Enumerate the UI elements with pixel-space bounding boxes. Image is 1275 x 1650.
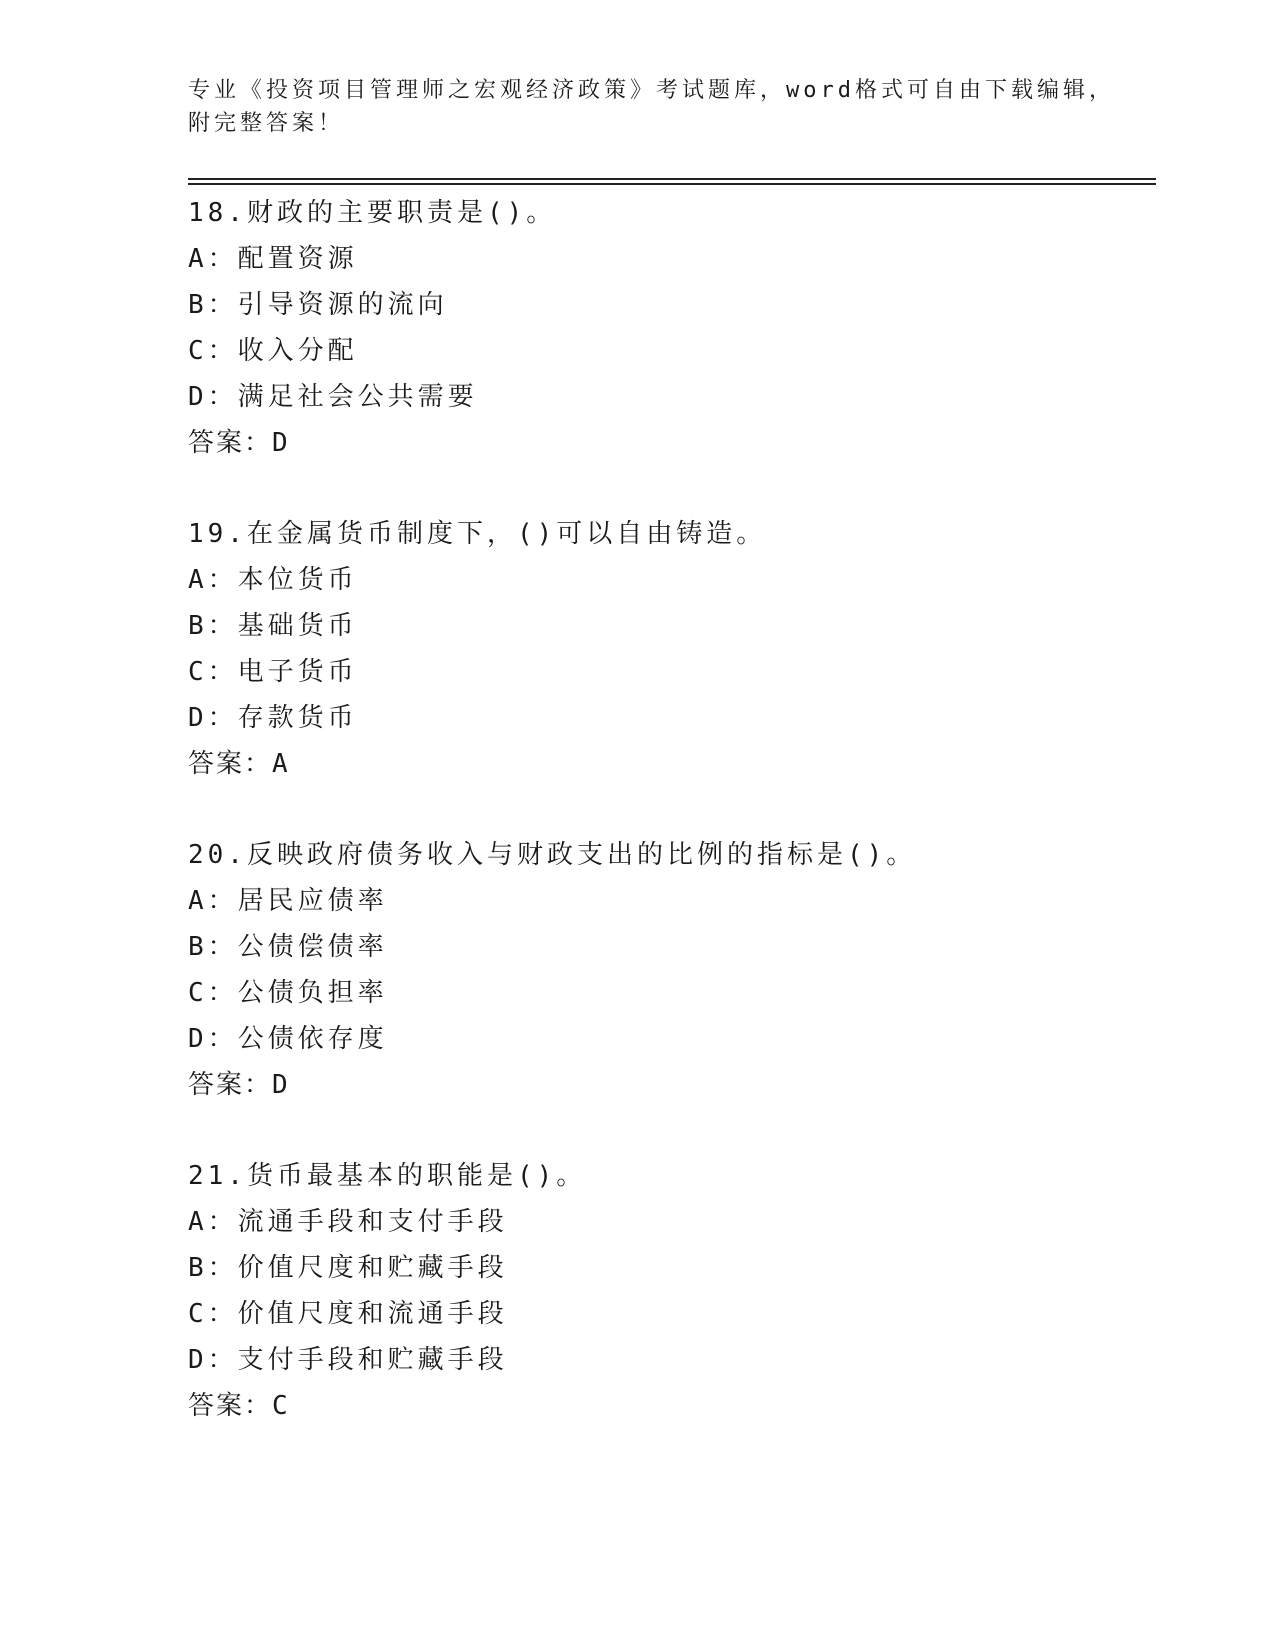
option-text: 本位货币 xyxy=(237,565,358,595)
question-21 xyxy=(188,1153,1156,1429)
option-c xyxy=(188,649,1156,695)
header-divider-bottom xyxy=(188,183,1156,185)
option-text: 公债负担率 xyxy=(237,978,388,1008)
answer-label: 答案：D xyxy=(188,428,290,458)
option-key: B： xyxy=(188,290,238,320)
option-key: A： xyxy=(188,565,238,595)
option-key: D： xyxy=(188,703,238,733)
option-b xyxy=(188,282,1156,328)
option-a xyxy=(188,557,1156,603)
option-text: 电子货币 xyxy=(237,657,358,687)
option-text: 满足社会公共需要 xyxy=(237,382,478,412)
document-header xyxy=(188,74,1115,140)
option-d xyxy=(188,695,1156,741)
option-key: B： xyxy=(188,611,238,641)
question-stem: 19.在金属货币制度下，()可以自由铸造。 xyxy=(188,519,767,549)
question-20 xyxy=(188,832,1156,1108)
question-stem: 20.反映政府债务收入与财政支出的比例的指标是()。 xyxy=(188,840,917,870)
answer-label: 答案：D xyxy=(188,1070,290,1100)
option-key: C： xyxy=(188,336,238,366)
option-text: 公债偿债率 xyxy=(237,932,388,962)
option-c xyxy=(188,1291,1156,1337)
option-key: B： xyxy=(188,1253,238,1283)
option-text: 支付手段和贮藏手段 xyxy=(237,1345,508,1375)
option-key: B： xyxy=(188,932,238,962)
option-key: C： xyxy=(188,978,238,1008)
question-stem: 18.财政的主要职责是()。 xyxy=(188,198,557,228)
option-text: 收入分配 xyxy=(237,336,358,366)
option-a xyxy=(188,878,1156,924)
option-key: D： xyxy=(188,382,238,412)
header-line-1: 专业《投资项目管理师之宏观经济政策》考试题库，word格式可自由下载编辑， xyxy=(188,78,1115,103)
question-19 xyxy=(188,511,1156,787)
question-list xyxy=(188,190,1156,1429)
option-key: A： xyxy=(188,886,238,916)
option-key: A： xyxy=(188,244,238,274)
option-a xyxy=(188,236,1156,282)
option-c xyxy=(188,970,1156,1016)
option-text: 价值尺度和贮藏手段 xyxy=(237,1253,508,1283)
header-line-2: 附完整答案！ xyxy=(188,111,345,136)
option-key: D： xyxy=(188,1345,238,1375)
option-b xyxy=(188,924,1156,970)
answer-label: 答案：C xyxy=(188,1391,290,1421)
option-c xyxy=(188,328,1156,374)
option-text: 价值尺度和流通手段 xyxy=(237,1299,508,1329)
option-key: D： xyxy=(188,1024,238,1054)
option-text: 存款货币 xyxy=(237,703,358,733)
option-text: 居民应债率 xyxy=(237,886,388,916)
option-key: A： xyxy=(188,1207,238,1237)
option-text: 流通手段和支付手段 xyxy=(237,1207,508,1237)
option-d xyxy=(188,1337,1156,1383)
option-key: C： xyxy=(188,657,238,687)
option-d xyxy=(188,1016,1156,1062)
answer-label: 答案：A xyxy=(188,749,290,779)
option-d xyxy=(188,374,1156,420)
option-b xyxy=(188,1245,1156,1291)
option-text: 基础货币 xyxy=(237,611,358,641)
option-b xyxy=(188,603,1156,649)
option-a xyxy=(188,1199,1156,1245)
option-text: 公债依存度 xyxy=(237,1024,388,1054)
option-text: 引导资源的流向 xyxy=(237,290,448,320)
header-divider-top xyxy=(188,178,1156,180)
option-text: 配置资源 xyxy=(237,244,358,274)
option-key: C： xyxy=(188,1299,238,1329)
question-18 xyxy=(188,190,1156,466)
question-stem: 21.货币最基本的职能是()。 xyxy=(188,1161,587,1191)
